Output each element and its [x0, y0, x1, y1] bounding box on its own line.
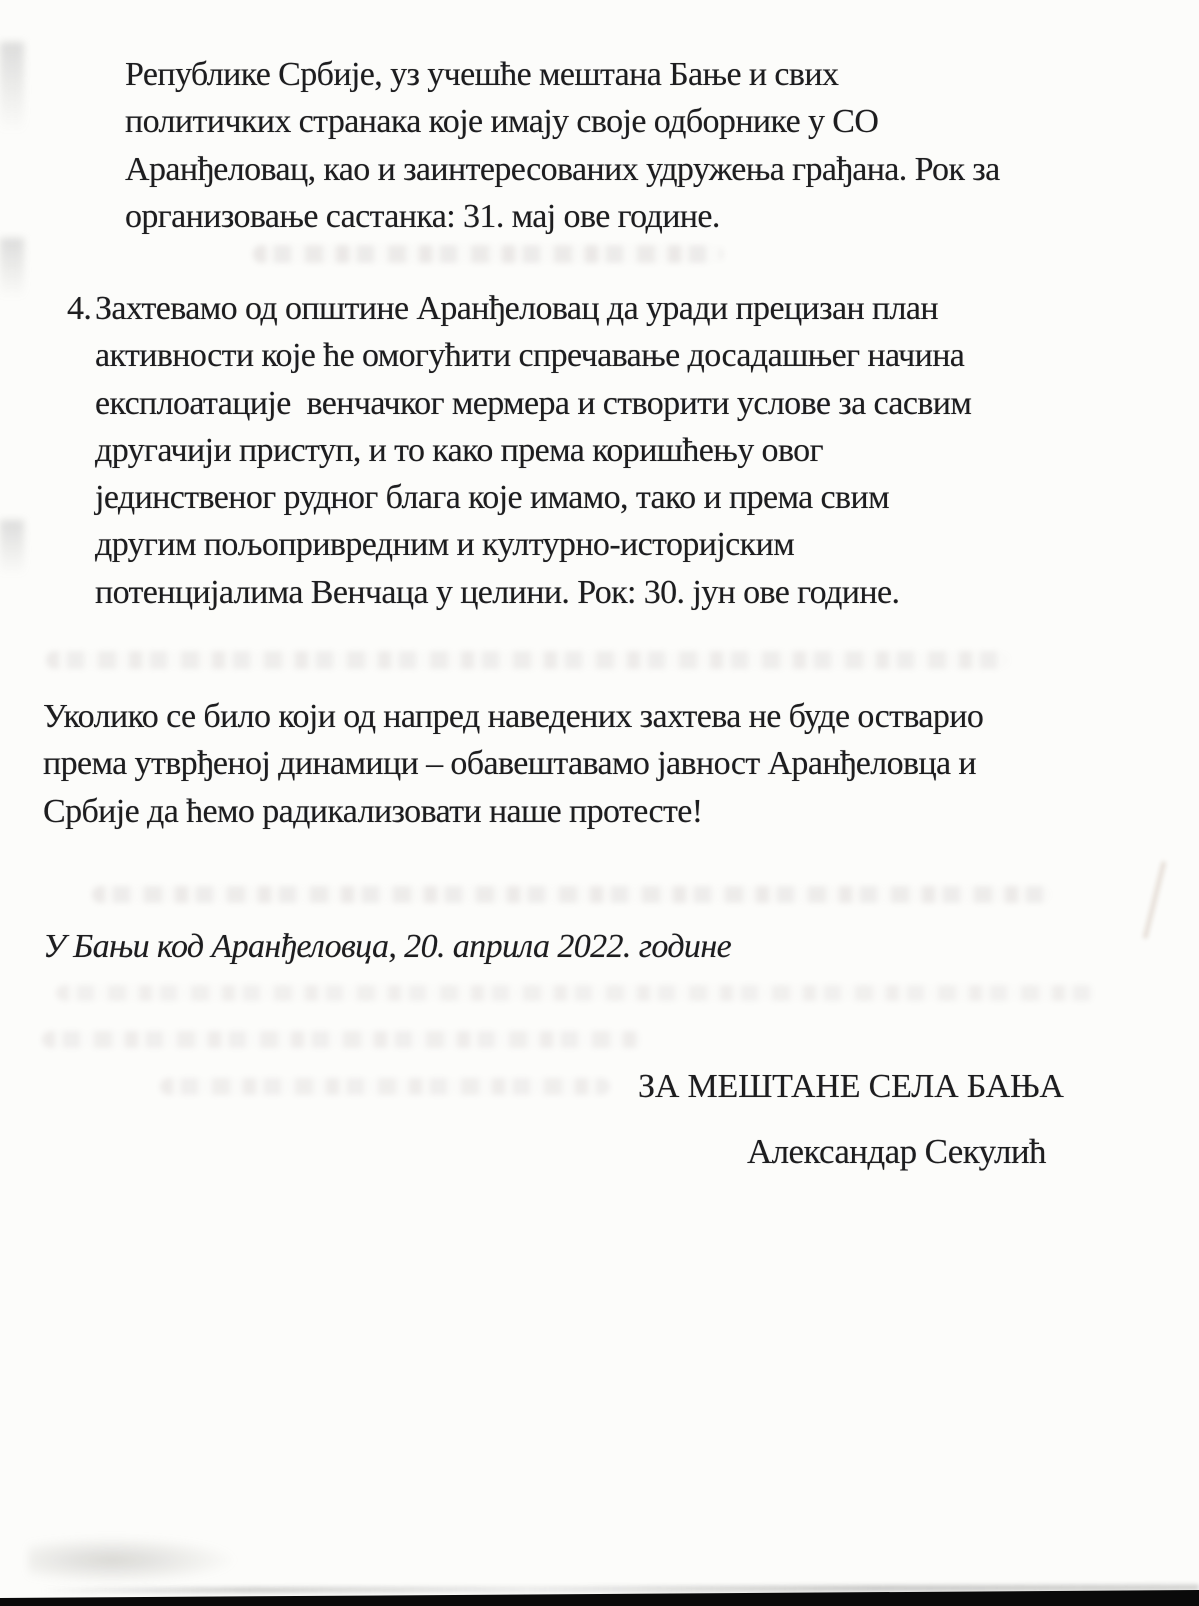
bleed-through-artifact	[46, 651, 1011, 669]
scan-streak-artifact	[1142, 861, 1166, 940]
text-line: Уколико се било који од напред наведених захтева не буде остварио	[43, 698, 984, 735]
warning-paragraph	[43, 693, 983, 835]
bleed-through-artifact	[92, 886, 1052, 903]
bleed-through-artifact	[160, 1078, 610, 1095]
scan-edge-smudge	[0, 520, 24, 575]
text-line: јединственог рудног блага које имамо, тако и према свим	[95, 479, 889, 517]
signature-name	[747, 1128, 1046, 1175]
text-line: организовање састанка: 31. мај ове године.	[125, 197, 720, 235]
text-line: Републике Србије, уз учешће мештана Бање и свих	[125, 56, 839, 93]
dateline	[43, 923, 731, 970]
text-line: другачији приступ, и то како према коришћењу овог	[95, 431, 823, 469]
text-line: Захтевамо од општине Аранђеловац да уради прецизан план	[95, 290, 938, 327]
text-line: експлоатације венчачког мермера и створити услове за сасвим	[95, 384, 972, 422]
text-line: потенцијалима Венчаца у целини. Рок: 30. јун ове године.	[95, 573, 900, 611]
list-item-number-text: 4.	[67, 290, 92, 327]
bleed-through-artifact	[56, 985, 1096, 1001]
bleed-through-artifact	[42, 1031, 642, 1048]
list-item-number	[67, 285, 91, 332]
scan-edge-smudge	[0, 42, 24, 132]
dateline-text: У Бањи код Аранђеловца, 20. априла 2022. године	[43, 928, 732, 965]
text-line: политичких странака које имају своје одборнике у СО	[125, 103, 879, 141]
text-line: другим пољопривредним и културно-историјским	[95, 526, 795, 564]
intro-paragraph	[125, 51, 1000, 240]
text-line: активности које ће омогућити спречавање досадашњег начина	[95, 337, 965, 375]
text-line: према утврђеној динамици – обавештавамо јавност Аранђеловца и	[43, 745, 977, 783]
text-line: Србије да ћемо радикализовати наше протесте!	[43, 792, 703, 830]
text-line: Аранђеловац, као и заинтересованих удружења грађана. Рок за	[125, 150, 1000, 188]
scan-edge-smudge	[0, 238, 24, 298]
scan-corner-smudge	[28, 1536, 238, 1584]
signature-heading-text: ЗА МЕШТАНЕ СЕЛА БАЊА	[638, 1068, 1064, 1105]
list-item-4	[95, 285, 971, 616]
signature-name-text: Александар Секулић	[747, 1132, 1046, 1171]
bleed-through-artifact	[253, 245, 723, 263]
signature-heading	[638, 1063, 1064, 1110]
